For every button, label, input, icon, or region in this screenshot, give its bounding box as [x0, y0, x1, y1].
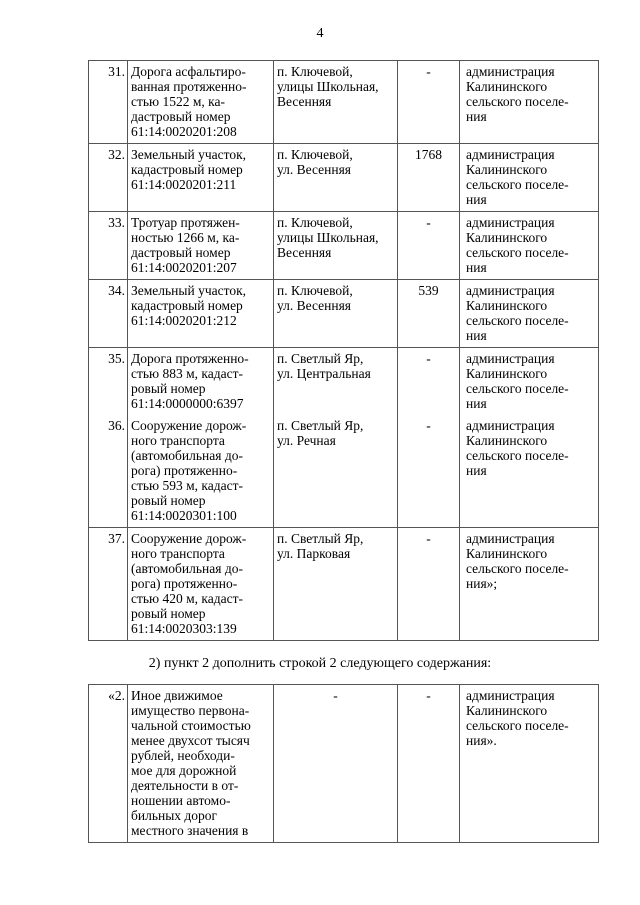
- object-name-line: имущество первона-: [131, 703, 250, 718]
- object-name: [128, 144, 274, 212]
- object-location-line: Весенняя: [277, 94, 332, 109]
- row-number: 33.: [89, 212, 128, 280]
- object-location-line: п. Ключевой,: [277, 283, 353, 298]
- object-name-line: кадастровый номер: [131, 162, 243, 177]
- table-row: [89, 685, 599, 843]
- object-name-line: менее двухсот тысяч: [131, 733, 250, 748]
- object-name-line: рога) протяженно-: [131, 463, 238, 478]
- object-name: [128, 415, 274, 528]
- object-owner-line: администрация: [466, 351, 555, 366]
- object-location-line: п. Светлый Яр,: [277, 351, 364, 366]
- object-owner-line: Калининского: [466, 433, 548, 448]
- object-owner-line: администрация: [466, 283, 555, 298]
- object-owner-line: администрация: [466, 418, 555, 433]
- object-location: [274, 348, 398, 416]
- object-area: -: [398, 685, 460, 843]
- object-name-line: ношении автомо-: [131, 793, 231, 808]
- object-owner-line: Калининского: [466, 230, 548, 245]
- object-name-line: стью 593 м, кадаст-: [131, 478, 244, 493]
- object-owner-line: ния: [466, 109, 487, 124]
- object-name-line: ровый номер: [131, 493, 206, 508]
- object-owner-line: Калининского: [466, 79, 548, 94]
- row-number: 32.: [89, 144, 128, 212]
- object-name-line: (автомобильная до-: [131, 448, 243, 463]
- amendment-paragraph: 2) пункт 2 дополнить строкой 2 следующего содержания:: [148, 656, 492, 671]
- object-location-line: п. Светлый Яр,: [277, 418, 364, 433]
- object-owner-line: администрация: [466, 531, 555, 546]
- object-location: [274, 280, 398, 348]
- table-row: [89, 415, 599, 528]
- object-name-line: ванная протяженно-: [131, 79, 247, 94]
- object-location: [274, 212, 398, 280]
- object-owner-line: ния: [466, 192, 487, 207]
- object-location-line: ул. Весенняя: [277, 162, 351, 177]
- object-name-line: деятельности в от-: [131, 778, 239, 793]
- object-name-line: 61:14:0020303:139: [131, 621, 237, 636]
- row-number: 37.: [89, 528, 128, 641]
- object-owner-line: ния: [466, 260, 487, 275]
- object-area: -: [398, 212, 460, 280]
- object-name-line: 61:14:0020201:207: [131, 260, 237, 275]
- object-location: [274, 685, 398, 843]
- object-location-line: п. Ключевой,: [277, 215, 353, 230]
- row-number: 31.: [89, 61, 128, 144]
- object-name-line: (автомобильная до-: [131, 561, 243, 576]
- object-name-line: рублей, необходи-: [131, 748, 235, 763]
- object-name-line: 61:14:0020201:212: [131, 313, 237, 328]
- object-area: -: [398, 61, 460, 144]
- property-table: [88, 60, 599, 641]
- object-name-line: Дорога асфальтиро-: [131, 64, 246, 79]
- object-owner-line: сельского поселе-: [466, 448, 569, 463]
- object-name-line: стью 883 м, кадаст-: [131, 366, 244, 381]
- object-owner: [460, 61, 599, 144]
- object-name-line: ровый номер: [131, 381, 206, 396]
- table-row: [89, 528, 599, 641]
- object-owner-line: Калининского: [466, 703, 548, 718]
- object-owner-line: Калининского: [466, 546, 548, 561]
- object-owner-line: Калининского: [466, 162, 548, 177]
- object-owner-line: ния: [466, 396, 487, 411]
- object-name-line: дастровый номер: [131, 109, 231, 124]
- object-owner-line: ния».: [466, 733, 497, 748]
- object-name: [128, 280, 274, 348]
- object-location-line: п. Светлый Яр,: [277, 531, 364, 546]
- object-owner: [460, 212, 599, 280]
- object-name-line: 61:14:0020301:100: [131, 508, 237, 523]
- object-owner-line: сельского поселе-: [466, 94, 569, 109]
- object-name: [128, 528, 274, 641]
- object-owner: [460, 348, 599, 416]
- table-row: [89, 61, 599, 144]
- object-name-line: Земельный участок,: [131, 147, 247, 162]
- object-name-line: Иное движимое: [131, 688, 223, 703]
- object-name-line: 61:14:0020201:208: [131, 124, 237, 139]
- object-owner-line: сельского поселе-: [466, 245, 569, 260]
- object-name-line: ного транспорта: [131, 546, 225, 561]
- row-number: 36.: [89, 415, 128, 528]
- object-owner: [460, 415, 599, 528]
- object-area: -: [398, 348, 460, 416]
- page-number: 4: [316, 26, 324, 41]
- object-location: [274, 144, 398, 212]
- object-name: [128, 348, 274, 416]
- object-location-line: улицы Школьная,: [277, 230, 379, 245]
- object-location-line: Весенняя: [277, 245, 332, 260]
- object-name-line: ного транспорта: [131, 433, 225, 448]
- object-name: [128, 685, 274, 843]
- object-owner-line: Калининского: [466, 298, 548, 313]
- object-name-line: стью 1522 м, ка-: [131, 94, 226, 109]
- object-name-line: Земельный участок,: [131, 283, 247, 298]
- object-name-line: ровый номер: [131, 606, 206, 621]
- object-location-line: -: [333, 688, 338, 703]
- table-row: [89, 144, 599, 212]
- row-number: 34.: [89, 280, 128, 348]
- object-name-line: бильных дорог: [131, 808, 218, 823]
- object-owner-line: сельского поселе-: [466, 177, 569, 192]
- object-owner-line: сельского поселе-: [466, 313, 569, 328]
- object-owner-line: администрация: [466, 147, 555, 162]
- object-name-line: кадастровый номер: [131, 298, 243, 313]
- object-name-line: Дорога протяженно-: [131, 351, 249, 366]
- object-owner-line: администрация: [466, 64, 555, 79]
- object-location-line: ул. Речная: [277, 433, 336, 448]
- object-location: [274, 528, 398, 641]
- table-row: [89, 348, 599, 416]
- object-area: -: [398, 415, 460, 528]
- object-owner: [460, 528, 599, 641]
- object-location-line: п. Ключевой,: [277, 147, 353, 162]
- object-owner-line: ния»;: [466, 576, 498, 591]
- object-owner: [460, 144, 599, 212]
- object-name-line: Сооружение дорож-: [131, 418, 247, 433]
- object-owner: [460, 685, 599, 843]
- object-name-line: Тротуар протяжен-: [131, 215, 240, 230]
- object-area: 539: [398, 280, 460, 348]
- object-name-line: Сооружение дорож-: [131, 531, 247, 546]
- object-location-line: ул. Парковая: [277, 546, 351, 561]
- object-owner-line: сельского поселе-: [466, 718, 569, 733]
- object-area: 1768: [398, 144, 460, 212]
- table-row: [89, 280, 599, 348]
- object-owner-line: сельского поселе-: [466, 561, 569, 576]
- object-area: -: [398, 528, 460, 641]
- object-location-line: ул. Центральная: [277, 366, 371, 381]
- object-location-line: ул. Весенняя: [277, 298, 351, 313]
- object-owner-line: Калининского: [466, 366, 548, 381]
- object-location: [274, 415, 398, 528]
- object-owner-line: ния: [466, 328, 487, 343]
- object-name: [128, 61, 274, 144]
- object-name-line: 61:14:0000000:6397: [131, 396, 244, 411]
- object-owner-line: ния: [466, 463, 487, 478]
- object-location-line: улицы Школьная,: [277, 79, 379, 94]
- object-name-line: рога) протяженно-: [131, 576, 238, 591]
- table-row: [89, 212, 599, 280]
- row-number: 35.: [89, 348, 128, 416]
- object-name-line: ностью 1266 м, ка-: [131, 230, 240, 245]
- object-name-line: чальной стоимостью: [131, 718, 251, 733]
- object-name-line: стью 420 м, кадаст-: [131, 591, 244, 606]
- row-number: «2.: [89, 685, 128, 843]
- object-location: [274, 61, 398, 144]
- object-name-line: дастровый номер: [131, 245, 231, 260]
- object-owner-line: администрация: [466, 215, 555, 230]
- object-owner-line: сельского поселе-: [466, 381, 569, 396]
- object-owner-line: администрация: [466, 688, 555, 703]
- object-name: [128, 212, 274, 280]
- object-location-line: п. Ключевой,: [277, 64, 353, 79]
- addition-table: [88, 684, 599, 843]
- object-owner: [460, 280, 599, 348]
- object-name-line: мое для дорожной: [131, 763, 237, 778]
- object-name-line: местного значения в: [131, 823, 249, 838]
- object-name-line: 61:14:0020201:211: [131, 177, 237, 192]
